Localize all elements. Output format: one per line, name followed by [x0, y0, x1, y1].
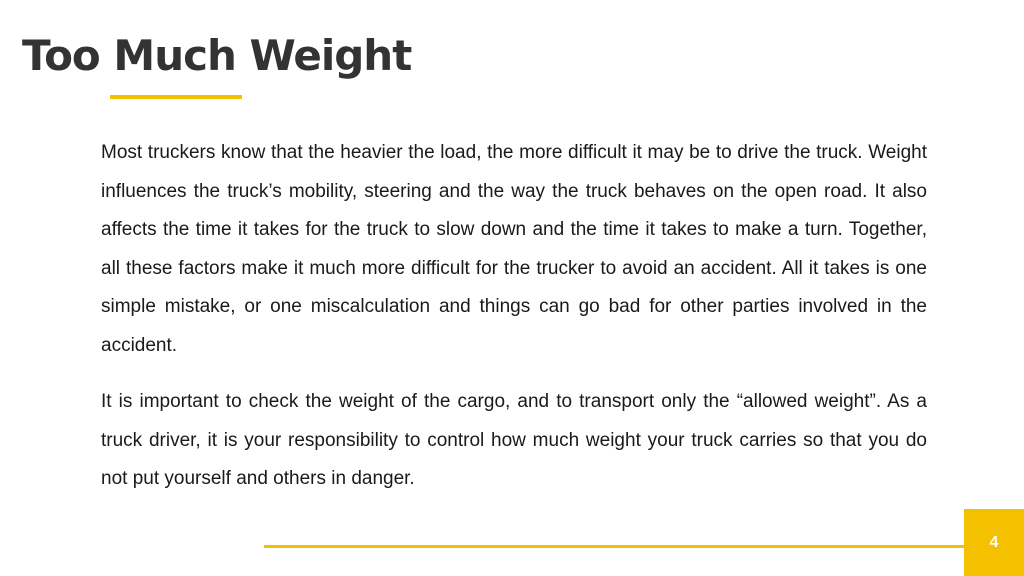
slide-body: [101, 134, 927, 517]
footer-accent-line: [264, 545, 964, 548]
page-number: 4: [989, 533, 999, 551]
slide-title: Too Much Weight: [22, 31, 412, 80]
page-number-box: [964, 509, 1024, 576]
title-underline-accent: [110, 95, 242, 99]
body-paragraph-2: It is important to check the weight of the cargo, and to transport only the “allowed weight”. As a truck driver, it is your responsibility to control how much weight your truck carries so that you do not put yourself and others in danger.: [101, 391, 927, 489]
body-paragraph-1: Most truckers know that the heavier the load, the more difficult it may be to drive the truck. Weight influences the truck’s mobility, steering and the way the truck behaves on the open road. It also affects the time it takes for the truck to slow down and the time it takes to make a turn. Together, all these factors make it much more difficult for the trucker to avoid an accident. All it takes is one simple mistake, or one miscalculation and things can go bad for other parties involved in the accident.: [101, 142, 927, 356]
